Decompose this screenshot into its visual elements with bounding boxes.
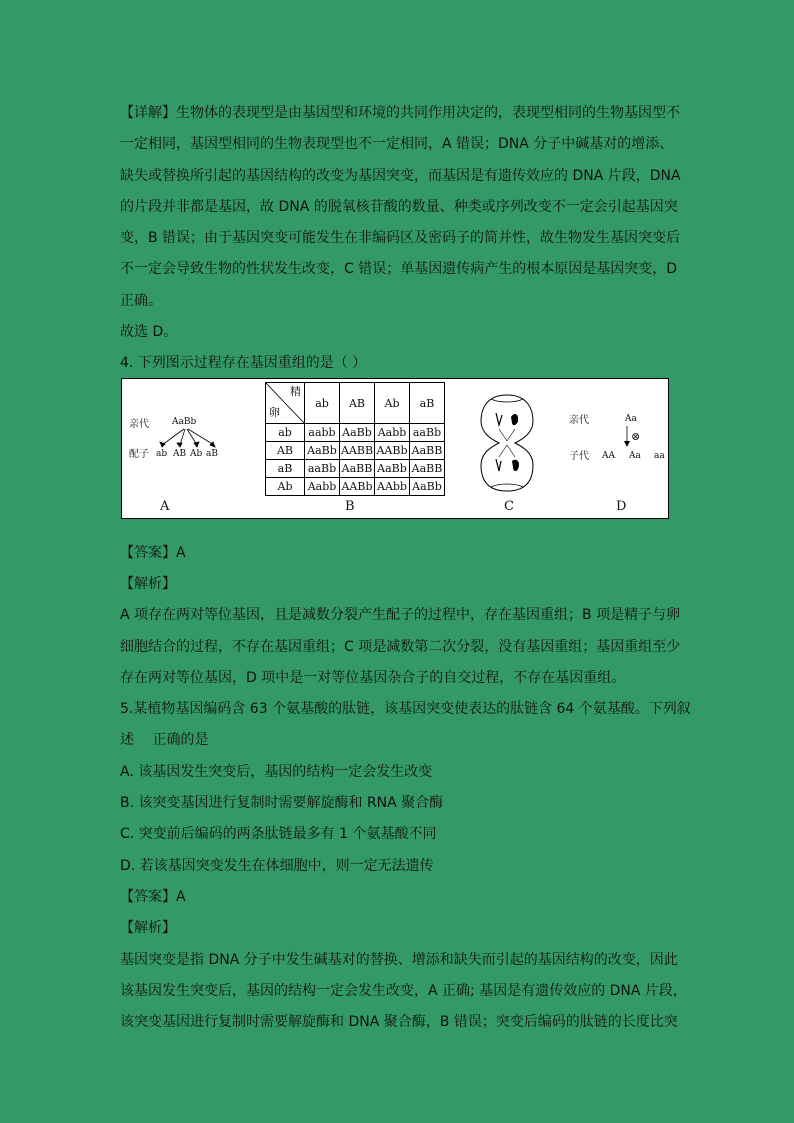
- table-row: [266, 478, 445, 496]
- d-parent-genotype: Aa: [625, 414, 637, 424]
- question-4: 4. 下列图示过程存在基因重组的是（ ）: [120, 355, 367, 372]
- question-5: 5.某植物基因编码含 63 个氨基酸的肽链，该基因突变使表达的肽链含 64 个氨基酸。下列叙 述 正确的是: [120, 701, 691, 749]
- cell: aabb: [305, 424, 340, 442]
- panel-a-label: A: [160, 499, 170, 514]
- gamete-1: ab: [156, 449, 168, 459]
- table-row: [266, 424, 445, 442]
- cell: aaBb: [410, 424, 445, 442]
- d-child-3: aa: [654, 451, 665, 461]
- row-header: Ab: [266, 478, 305, 496]
- row-header: AB: [266, 442, 305, 460]
- down-arrow-icon: [623, 426, 631, 448]
- panel-b-label: B: [345, 499, 355, 514]
- explanation-paragraph: 【详解】生物体的表现型是由基因型和环境的共同作用决定的，表现型相同的生物基因型不 一定相同，基因型相同的生物表现型也不一定相同，A 错误；DNA 分子中碱基对的增添、 缺失或替换所引起的基因结构的改变为基因突变，而基因是有遗传效应的 DNA 片段，DNA 的片段并非都是基因，故 DNA 的脱氧核苷酸的数量、种类或序列改变不一定会引起基因突 变，B 错误；由于基因突变可能发生在非编码区及密码子的简并性，故生物发生基因突变后 不一定会导致生物的性状发生改变，C 错误；单基因遗传病产生的根本原因是基因突变，D 正确。: [120, 105, 681, 309]
- col-header: Ab: [375, 383, 410, 424]
- gamete-arrows: [152, 427, 232, 449]
- row-header: aB: [266, 460, 305, 478]
- answer-5: 【答案】A: [120, 888, 186, 905]
- col-header: AB: [340, 383, 375, 424]
- d-child-1: AA: [602, 451, 615, 461]
- parent-label: 亲代: [129, 419, 149, 430]
- dividing-cell-icon: [477, 393, 537, 493]
- cell: Aabb: [305, 478, 340, 496]
- analysis-heading-4: 【解析】: [120, 575, 176, 592]
- cell: AABb: [340, 478, 375, 496]
- cell: AaBB: [410, 460, 445, 478]
- option-d: D. 若该基因突变发生在体细胞中，则一定无法遗传: [120, 857, 434, 874]
- table-row: [266, 460, 445, 478]
- cell: AaBb: [305, 442, 340, 460]
- row-header: ab: [266, 424, 305, 442]
- answer-4: 【答案】A: [120, 544, 186, 561]
- selfing-icon: ⊗: [631, 430, 641, 443]
- cell: AaBb: [410, 478, 445, 496]
- gamete-3: Ab: [190, 449, 203, 459]
- d-child-2: Aa: [629, 451, 641, 461]
- cell: AaBB: [410, 442, 445, 460]
- cell: AaBb: [375, 460, 410, 478]
- cell: AABB: [340, 442, 375, 460]
- question-4-figure: [121, 378, 669, 519]
- punnett-square: [265, 382, 445, 496]
- d-parent-label: 亲代: [569, 415, 589, 426]
- gamete-label: 配子: [129, 449, 149, 460]
- analysis-heading-5: 【解析】: [120, 920, 176, 937]
- parent-genotype: AaBb: [172, 417, 197, 427]
- corner-cell: 精 卵: [266, 383, 305, 424]
- analysis-4: A 项存在两对等位基因，且是减数分裂产生配子的过程中，存在基因重组；B 项是精子与卵 细胞结合的过程，不存在基因重组；C 项是减数第二次分裂，没有基因重组；基因重组至少 存在两对等位基因，D 项中是一对等位基因杂合子的自交过程，不存在基因重组。: [120, 607, 681, 686]
- panel-c-label: C: [504, 499, 514, 514]
- section-tag: 【详解】: [120, 105, 176, 121]
- option-c: C. 突变前后编码的两条肽链最多有 1 个氨基酸不同: [120, 826, 437, 843]
- option-b: B. 该突变基因进行复制时需要解旋酶和 RNA 聚合酶: [120, 795, 444, 812]
- cell: AABb: [375, 442, 410, 460]
- cell: AaBB: [340, 460, 375, 478]
- document-body: [120, 98, 691, 1038]
- table-row: [266, 442, 445, 460]
- cell: Aabb: [375, 424, 410, 442]
- col-header: ab: [305, 383, 340, 424]
- conclusion-line: 故选 D。: [120, 324, 178, 341]
- cell: AAbb: [375, 478, 410, 496]
- cell: aaBb: [305, 460, 340, 478]
- gamete-2: AB: [173, 449, 187, 459]
- option-a: A. 该基因发生突变后，基因的结构一定会发生改变: [120, 763, 433, 780]
- d-child-label: 子代: [569, 451, 589, 462]
- panel-d-label: D: [616, 499, 627, 514]
- analysis-5: 基因突变是指 DNA 分子中发生碱基对的替换、增添和缺失而引起的基因结构的改变，因此 该基因发生突变后，基因的结构一定会发生改变，A 正确; 基因是有遗传效应的 DNA 片段， 该突变基因进行复制时需要解旋酶和 DNA 聚合酶，B 错误；突变后编码的肽链的长度比突: [120, 951, 687, 1031]
- gamete-4: aB: [206, 449, 218, 459]
- cell: AaBb: [340, 424, 375, 442]
- col-header: aB: [410, 383, 445, 424]
